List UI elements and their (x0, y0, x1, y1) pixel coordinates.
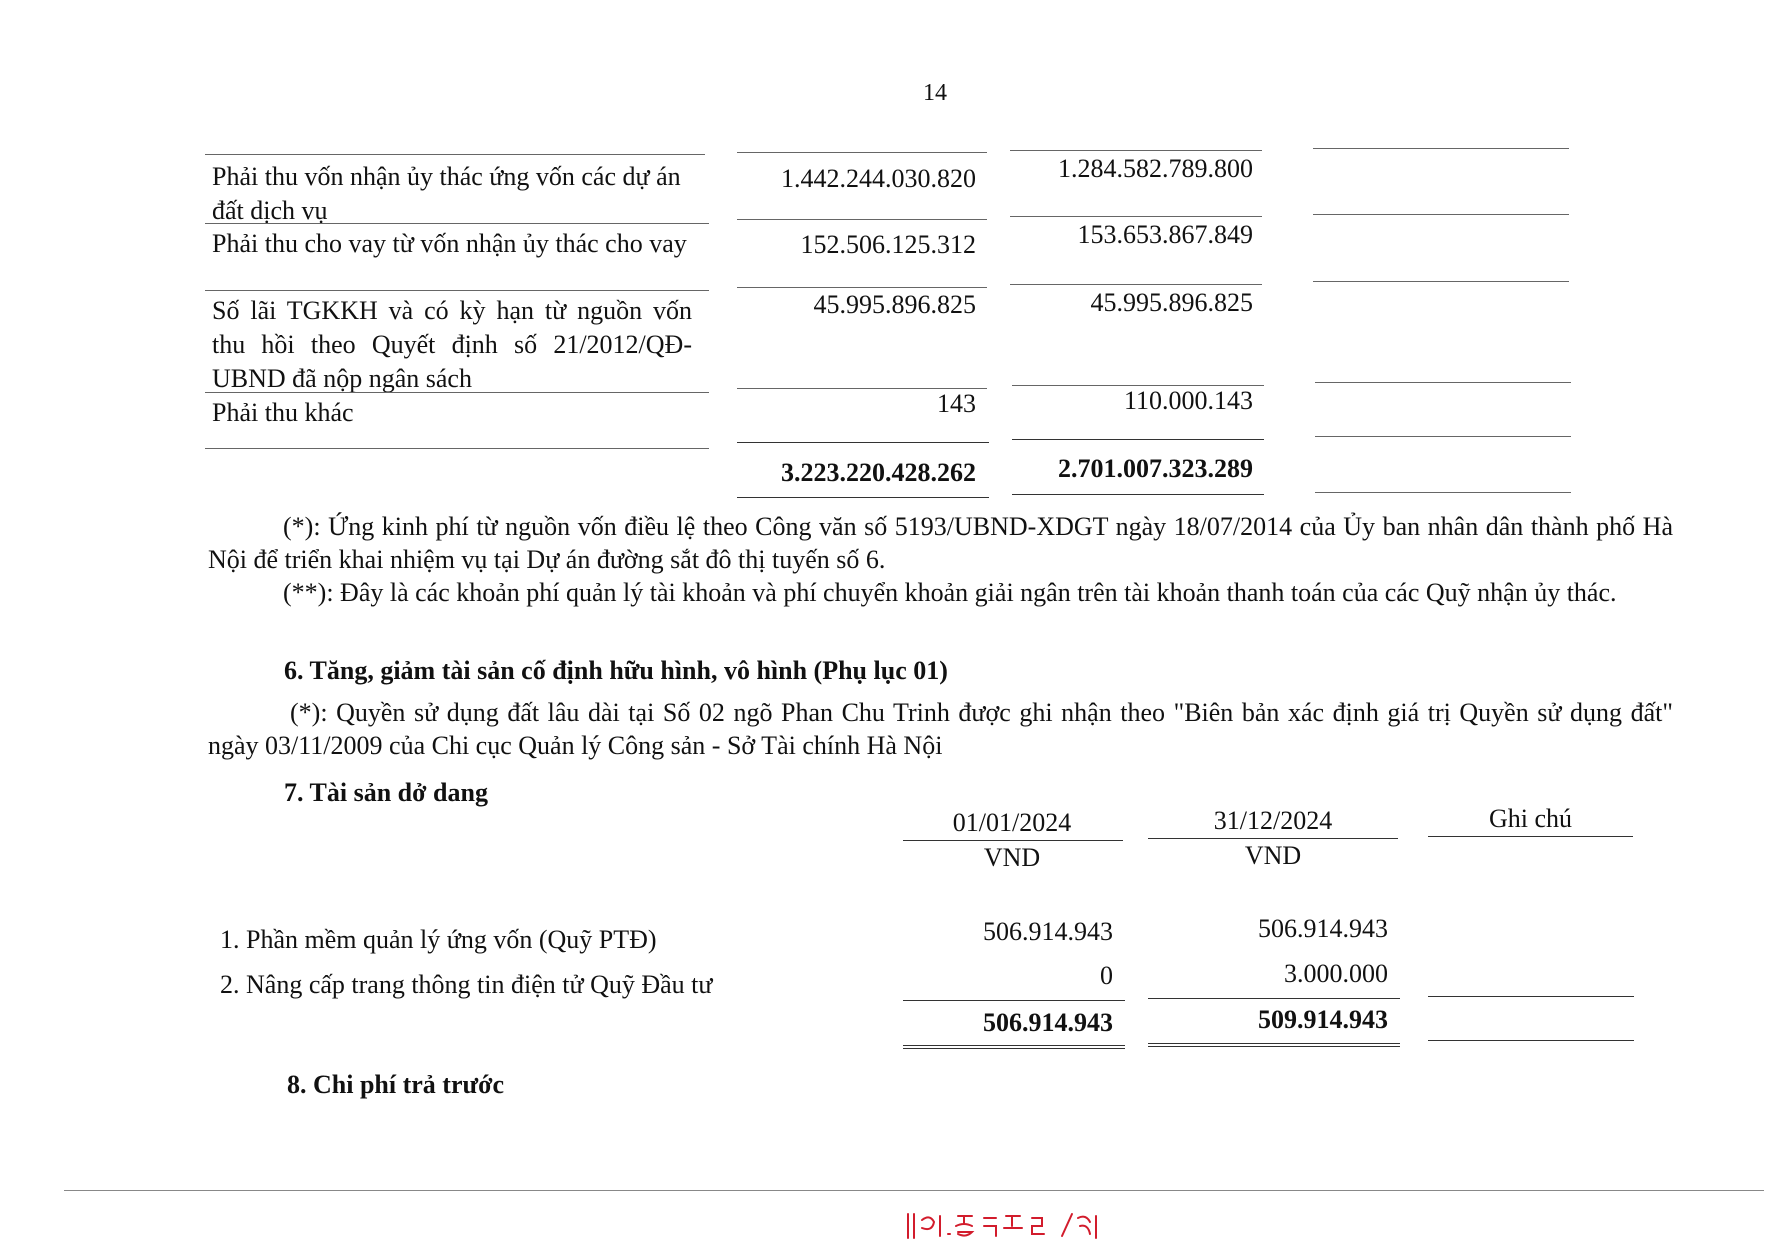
table-total-value: 3.223.220.428.262 (781, 458, 976, 487)
footer-rule (64, 1190, 1764, 1191)
section-heading: 6. Tăng, giảm tài sản cố định hữu hình, vô hình (Phụ lục 01) (284, 656, 948, 685)
page-number: 14 (923, 80, 947, 106)
table-rule (737, 497, 989, 498)
table-total-value: 506.914.943 (983, 1008, 1113, 1037)
note-paragraph: (**): Đây là các khoản phí quản lý tài khoản và phí chuyển khoản giải ngân trên tài khoản thanh toán của các Quỹ nhận ủy thác. (283, 578, 1617, 607)
table-rule (1148, 998, 1400, 999)
table-rule (1012, 439, 1264, 440)
table-rule (1010, 284, 1262, 285)
table-cell-value: 110.000.143 (1123, 386, 1253, 415)
table-row-label: Phải thu vốn nhận ủy thác ứng vốn các dự án đất dịch vụ (212, 162, 681, 225)
table-cell-value: 143 (937, 389, 976, 418)
column-header: 31/12/2024 (1213, 806, 1333, 835)
column-header: Ghi chú (1488, 804, 1573, 833)
table-rule (737, 442, 989, 443)
table-rule (737, 152, 987, 153)
table-rule (737, 219, 987, 220)
table-rule (1148, 838, 1398, 839)
table-rule (1313, 214, 1569, 215)
table-total-value: 2.701.007.323.289 (1058, 454, 1253, 483)
table-cell-value: 506.914.943 (983, 917, 1113, 946)
table-cell-value: 45.995.896.825 (1090, 288, 1253, 317)
table-rule (1010, 216, 1262, 217)
table-rule (1010, 150, 1262, 151)
table-rule (205, 392, 709, 393)
unit-label: VND (983, 843, 1041, 872)
table-rule (1428, 996, 1634, 997)
section-heading: 8. Chi phí trả trước (287, 1070, 505, 1099)
table-rule (205, 448, 709, 449)
table-cell-value: 0 (1100, 961, 1113, 990)
table-rule (1315, 382, 1571, 383)
table-rule (903, 1045, 1125, 1049)
table-cell-value: 153.653.867.849 (1077, 220, 1253, 249)
table-cell-value: 1.284.582.789.800 (1058, 154, 1253, 183)
table-row-label: Phải thu cho vay từ vốn nhận ủy thác cho vay (212, 229, 687, 258)
table-rule (1313, 148, 1569, 149)
note-paragraph: (*): Quyền sử dụng đất lâu dài tại Số 02 ngõ Phan Chu Trinh được ghi nhận theo "Biên bản xác định giá trị Quyền sử dụng đất" ngày 03/11/2009 của Chi cục Quản lý Công sản - Sở Tài chính Hà Nội (208, 698, 1673, 760)
table-rule (1313, 281, 1569, 282)
table-cell-value: 45.995.896.825 (813, 290, 976, 319)
table-rule (1428, 836, 1633, 837)
table-row-label: Phải thu khác (212, 398, 354, 427)
table-rule (205, 290, 709, 291)
table-rule (1012, 494, 1264, 495)
table-rule (205, 223, 709, 224)
unit-label: VND (1244, 841, 1302, 870)
handwritten-initials (900, 1208, 1120, 1242)
table-total-value: 509.914.943 (1258, 1005, 1388, 1034)
table-rule (1428, 1040, 1634, 1041)
table-rule (903, 840, 1123, 841)
table-cell-value: 1.442.244.030.820 (781, 164, 976, 193)
table-row-label: 1. Phần mềm quản lý ứng vốn (Quỹ PTĐ) (220, 925, 657, 954)
table-rule (737, 287, 987, 288)
table-row-label: 2. Nâng cấp trang thông tin điện tử Quỹ Đầu tư (220, 970, 713, 999)
table-cell-value: 3.000.000 (1284, 959, 1388, 988)
section-heading: 7. Tài sản dở dang (284, 778, 488, 807)
table-rule (205, 154, 705, 155)
table-cell-value: 152.506.125.312 (800, 230, 976, 259)
column-header: 01/01/2024 (952, 808, 1072, 837)
table-cell-value: 506.914.943 (1258, 914, 1388, 943)
note-paragraph: (*): Ứng kinh phí từ nguồn vốn điều lệ theo Công văn số 5193/UBND-XDGT ngày 18/07/2014 của Ủy ban nhân dân thành phố Hà Nội để triển khai nhiệm vụ tại Dự án đường sắt đô thị tuyến số 6. (208, 512, 1673, 574)
table-row-label: Số lãi TGKKH và có kỳ hạn từ nguồn vốn thu hồi theo Quyết định số 21/2012/QĐ-UBND đã nộp ngân sách (212, 296, 692, 393)
table-rule (1315, 492, 1571, 493)
table-rule (1148, 1043, 1400, 1047)
table-rule (903, 1000, 1125, 1001)
table-rule (1315, 436, 1571, 437)
